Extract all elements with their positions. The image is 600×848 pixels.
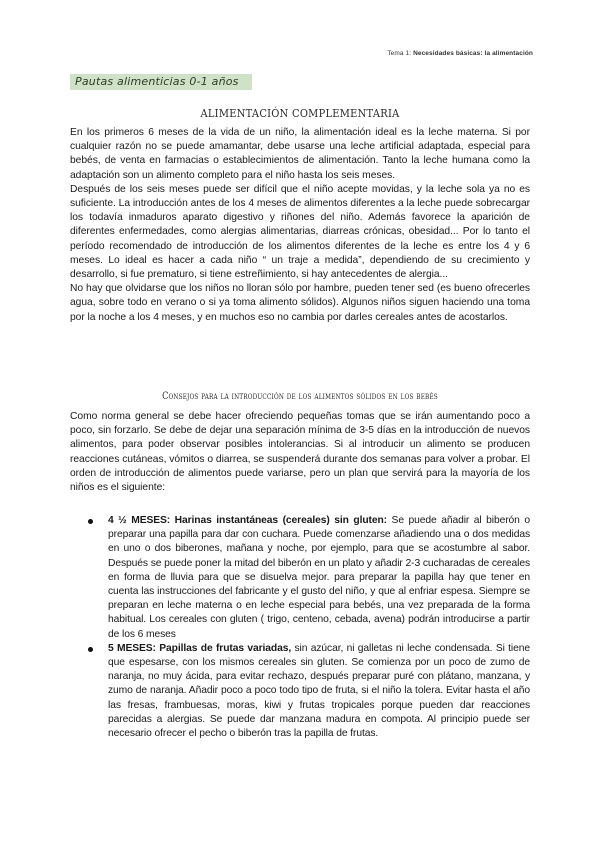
stages-list — [70, 514, 530, 741]
general-paragraph: Como norma general se debe hacer ofreciendo pequeñas tomas que se irán aumentando poco a poco, sin forzarlo. Se debe de dejar una separación mínima de 3-5 días en la introducción de nuevos alimentos, para poder observar posibles intolerancias. Si al introducir un alimento se producen reacciones cutáneas, vómitos o diarrea, se suspenderá durante dos semanas para volver a probar. El orden de introducción de alimentos puede variarse, pero un plan que servirá para la mayoría de los niños es el siguiente: — [70, 411, 530, 494]
intro-paragraph: En los primeros 6 meses de la vida de un niño, la alimentación ideal es la leche materna. Si por cualquier razón no se puede amamantar, debe usarse una leche artificial adaptada, especial para bebés, de venta en farmacias o establecimientos de alimentación. Tanto la leche humana como la adaptación son un alimento completo para el niño hasta los seis meses. — [70, 127, 530, 181]
section-tag — [70, 74, 252, 90]
bullet-icon — [88, 519, 93, 524]
intro-paragraph: No hay que olvidarse que los niños no lloran sólo por hambre, pueden tener sed (es bueno ofrecerles agua, sobre todo en verano o si ya toma alimento sólidos). Algunos niños siguen haciendo una toma por la noche a los 4 meses, y en muchos eso no cambia por darles cereales antes de acostarlos. — [70, 283, 530, 323]
heading-sub: Consejos para la introducción de los alimentos sólidos en los bebés — [162, 391, 438, 402]
heading-main: ALIMENTACIÓN COMPLEMENTARIA — [200, 106, 400, 120]
stage-text: Se puede añadir al biberón o preparar una papilla para dar con cuchara. Puede comenzarse añadiendo una o dos medidas en uno o dos biberones, mañana y noche, por ejemplo, para que se acostumbre al sabor. Después se puede poner la mitad del biberón en un plato y añadir 2-3 cucharadas de cereales en forma de lluvia para que se disuelva mejor. para preparar la papilla hay que tener en cuenta las instrucciones del fabricante y el gusto del niño, y que al enfriar espesa. Siempre se preparan en leche materna o en leche especial para bebés, una vez preparada de la forma habitual. Los cereales con gluten ( trigo, centeno, cebada, avena) podrán introducirse a partir de los 6 meses — [108, 515, 530, 640]
section-tag-label: Pautas alimenticias 0-1 años — [75, 75, 239, 88]
general-text — [70, 410, 530, 495]
list-item — [70, 642, 530, 741]
stage-text: sin azúcar, ni galletas ni leche condensada. Si tiene que espesarse, con los mismos cereales sin gluten. Se comienza por un poco de zumo de naranja, no muy ácida, para evitar rechazo, después preparar puré con plátano, manzana, y zumo de naranja. Añadir poco a poco todo tipo de fruta, si el niño la tolera. Evitar hasta el año las fresas, frambuesas, moras, kiwi y frutas tropicales porque pueden dar reacciones parecidas a alergias. Se puede dar manzana madura en compota. Al principio puede ser necesario ofrecer el pecho o biberón tras la papilla de frutas. — [108, 642, 530, 740]
header-title: Necesidades básicas: la alimentación — [413, 50, 533, 57]
header-prefix: Tema 1: — [387, 50, 412, 57]
stage-lead: 4 ½ MESES: Harinas instantáneas (cereales) sin gluten: — [108, 515, 387, 526]
stage-lead: 5 MESES: Papillas de frutas variadas, — [108, 642, 292, 654]
running-header — [387, 50, 533, 57]
list-item — [70, 514, 530, 642]
intro-text — [70, 126, 530, 325]
intro-paragraph: Después de los seis meses puede ser difícil que el niño acepte movidas, y la leche sola ya no es suficiente. La introducción antes de los 4 meses de alimentos diferentes a la leche puede sobrecargar los todavía inmaduros aparato digestivo y riñones del niño. Además favorece la aparición de diferentes enfermedades, como alergias alimentarias, diarreas crónicas, obesidad... Por lo tanto el período recomendado de introducción de los alimentos diferentes de la leche es entre los 4 y 6 meses. Lo ideal es hacer a cada niño “ un traje a medida”, dependiendo de su crecimiento y desarrollo, si fue prematuro, si tiene estreñimiento, si hay antecedentes de alergia... — [70, 183, 530, 281]
bullet-icon — [88, 647, 93, 652]
